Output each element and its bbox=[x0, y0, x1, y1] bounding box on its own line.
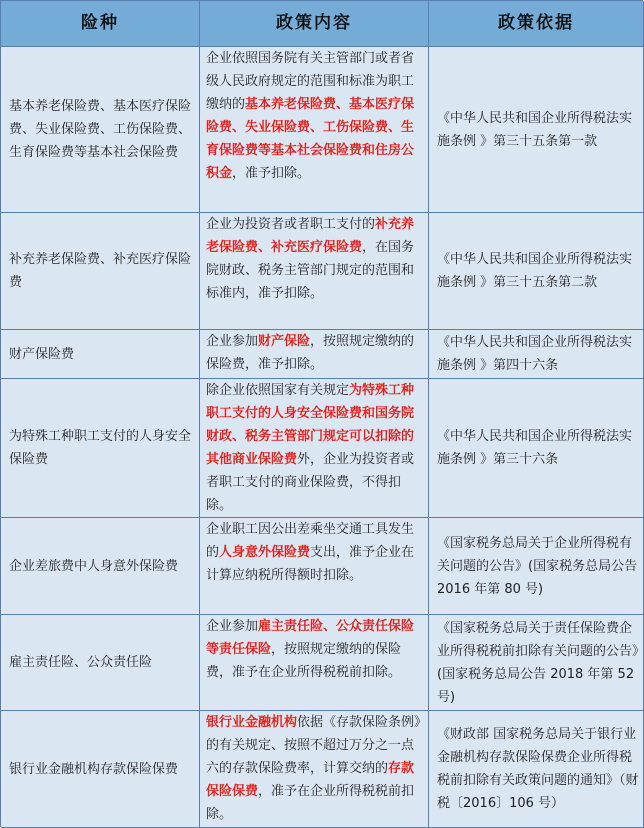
row-6-content: 企业参加雇主责任险、公众责任保险等责任保险，按照规定缴纳的保险费，准予在企业所得税税前扣除。 bbox=[200, 615, 429, 711]
row-3-content: 企业参加财产保险，按照规定缴纳的保险费，准予扣除。 bbox=[200, 330, 429, 379]
header-policy-basis: 政策依据 bbox=[429, 1, 644, 47]
row-4-type: 为特殊工种职工支付的人身安全保险费 bbox=[1, 379, 200, 518]
row-5-content: 企业职工因公出差乘坐交通工具发生的人身意外保险费支出，准予企业在计算应纳税所得额时扣除。 bbox=[200, 518, 429, 615]
row-2-content: 企业为投资者或者职工支付的补充养老保险费、补充医疗保险费，在国务院财政、税务主管部门规定的范围和标准内，准予扣除。 bbox=[200, 213, 429, 330]
row-3-type: 财产保险费 bbox=[1, 330, 200, 379]
header-policy-content: 政策内容 bbox=[200, 1, 429, 47]
row-4-basis: 《中华人民共和国企业所得税法实施条例 》第三十六条 bbox=[429, 379, 644, 518]
row-6-type: 雇主责任险、公众责任险 bbox=[1, 615, 200, 711]
row-4-content: 除企业依照国家有关规定为特殊工种职工支付的人身安全保险费和国务院财政、税务主管部门规定可以扣除的其他商业保险费外，企业为投资者或者职工支付的商业保险费，不得扣除。 bbox=[200, 379, 429, 518]
row-7-basis: 《财政部 国家税务总局关于银行业金融机构存款保险保费企业所得税税前扣除有关政策问题的通知》（财税〔2016〕106 号） bbox=[429, 711, 644, 828]
row-6-basis: 《国家税务总局关于责任保险费企业所得税税前扣除有关问题的公告》(国家税务总局公告 2018 年第 52 号) bbox=[429, 615, 644, 711]
header-insurance-type: 险种 bbox=[1, 1, 200, 47]
row-1-content: 企业依照国务院有关主管部门或者省级人民政府规定的范围和标准为职工缴纳的基本养老保险费、基本医疗保险费、失业保险费、工伤保险费、生育保险费等基本社会保险费和住房公积金，准予扣除。 bbox=[200, 47, 429, 213]
row-1-type: 基本养老保险费、基本医疗保险费、失业保险费、工伤保险费、生育保险费等基本社会保险费 bbox=[1, 47, 200, 213]
row-7-type: 银行业金融机构存款保险保费 bbox=[1, 711, 200, 828]
row-1-basis: 《中华人民共和国企业所得税法实施条例 》第三十五条第一款 bbox=[429, 47, 644, 213]
row-2-type: 补充养老保险费、补充医疗保险费 bbox=[1, 213, 200, 330]
row-5-basis: 《国家税务总局关于企业所得税有关问题的公告》(国家税务总局公告 2016 年第 80 号) bbox=[429, 518, 644, 615]
row-2-basis: 《中华人民共和国企业所得税法实施条例 》第三十五条第二款 bbox=[429, 213, 644, 330]
row-3-basis: 《中华人民共和国企业所得税法实施条例 》第四十六条 bbox=[429, 330, 644, 379]
row-7-content: 银行业金融机构依据《存款保险条例》的有关规定、按照不超过万分之一点六的存款保险费率，计算交纳的存款保险保费，准予在企业所得税税前扣除。 bbox=[200, 711, 429, 828]
row-5-type: 企业差旅费中人身意外保险费 bbox=[1, 518, 200, 615]
